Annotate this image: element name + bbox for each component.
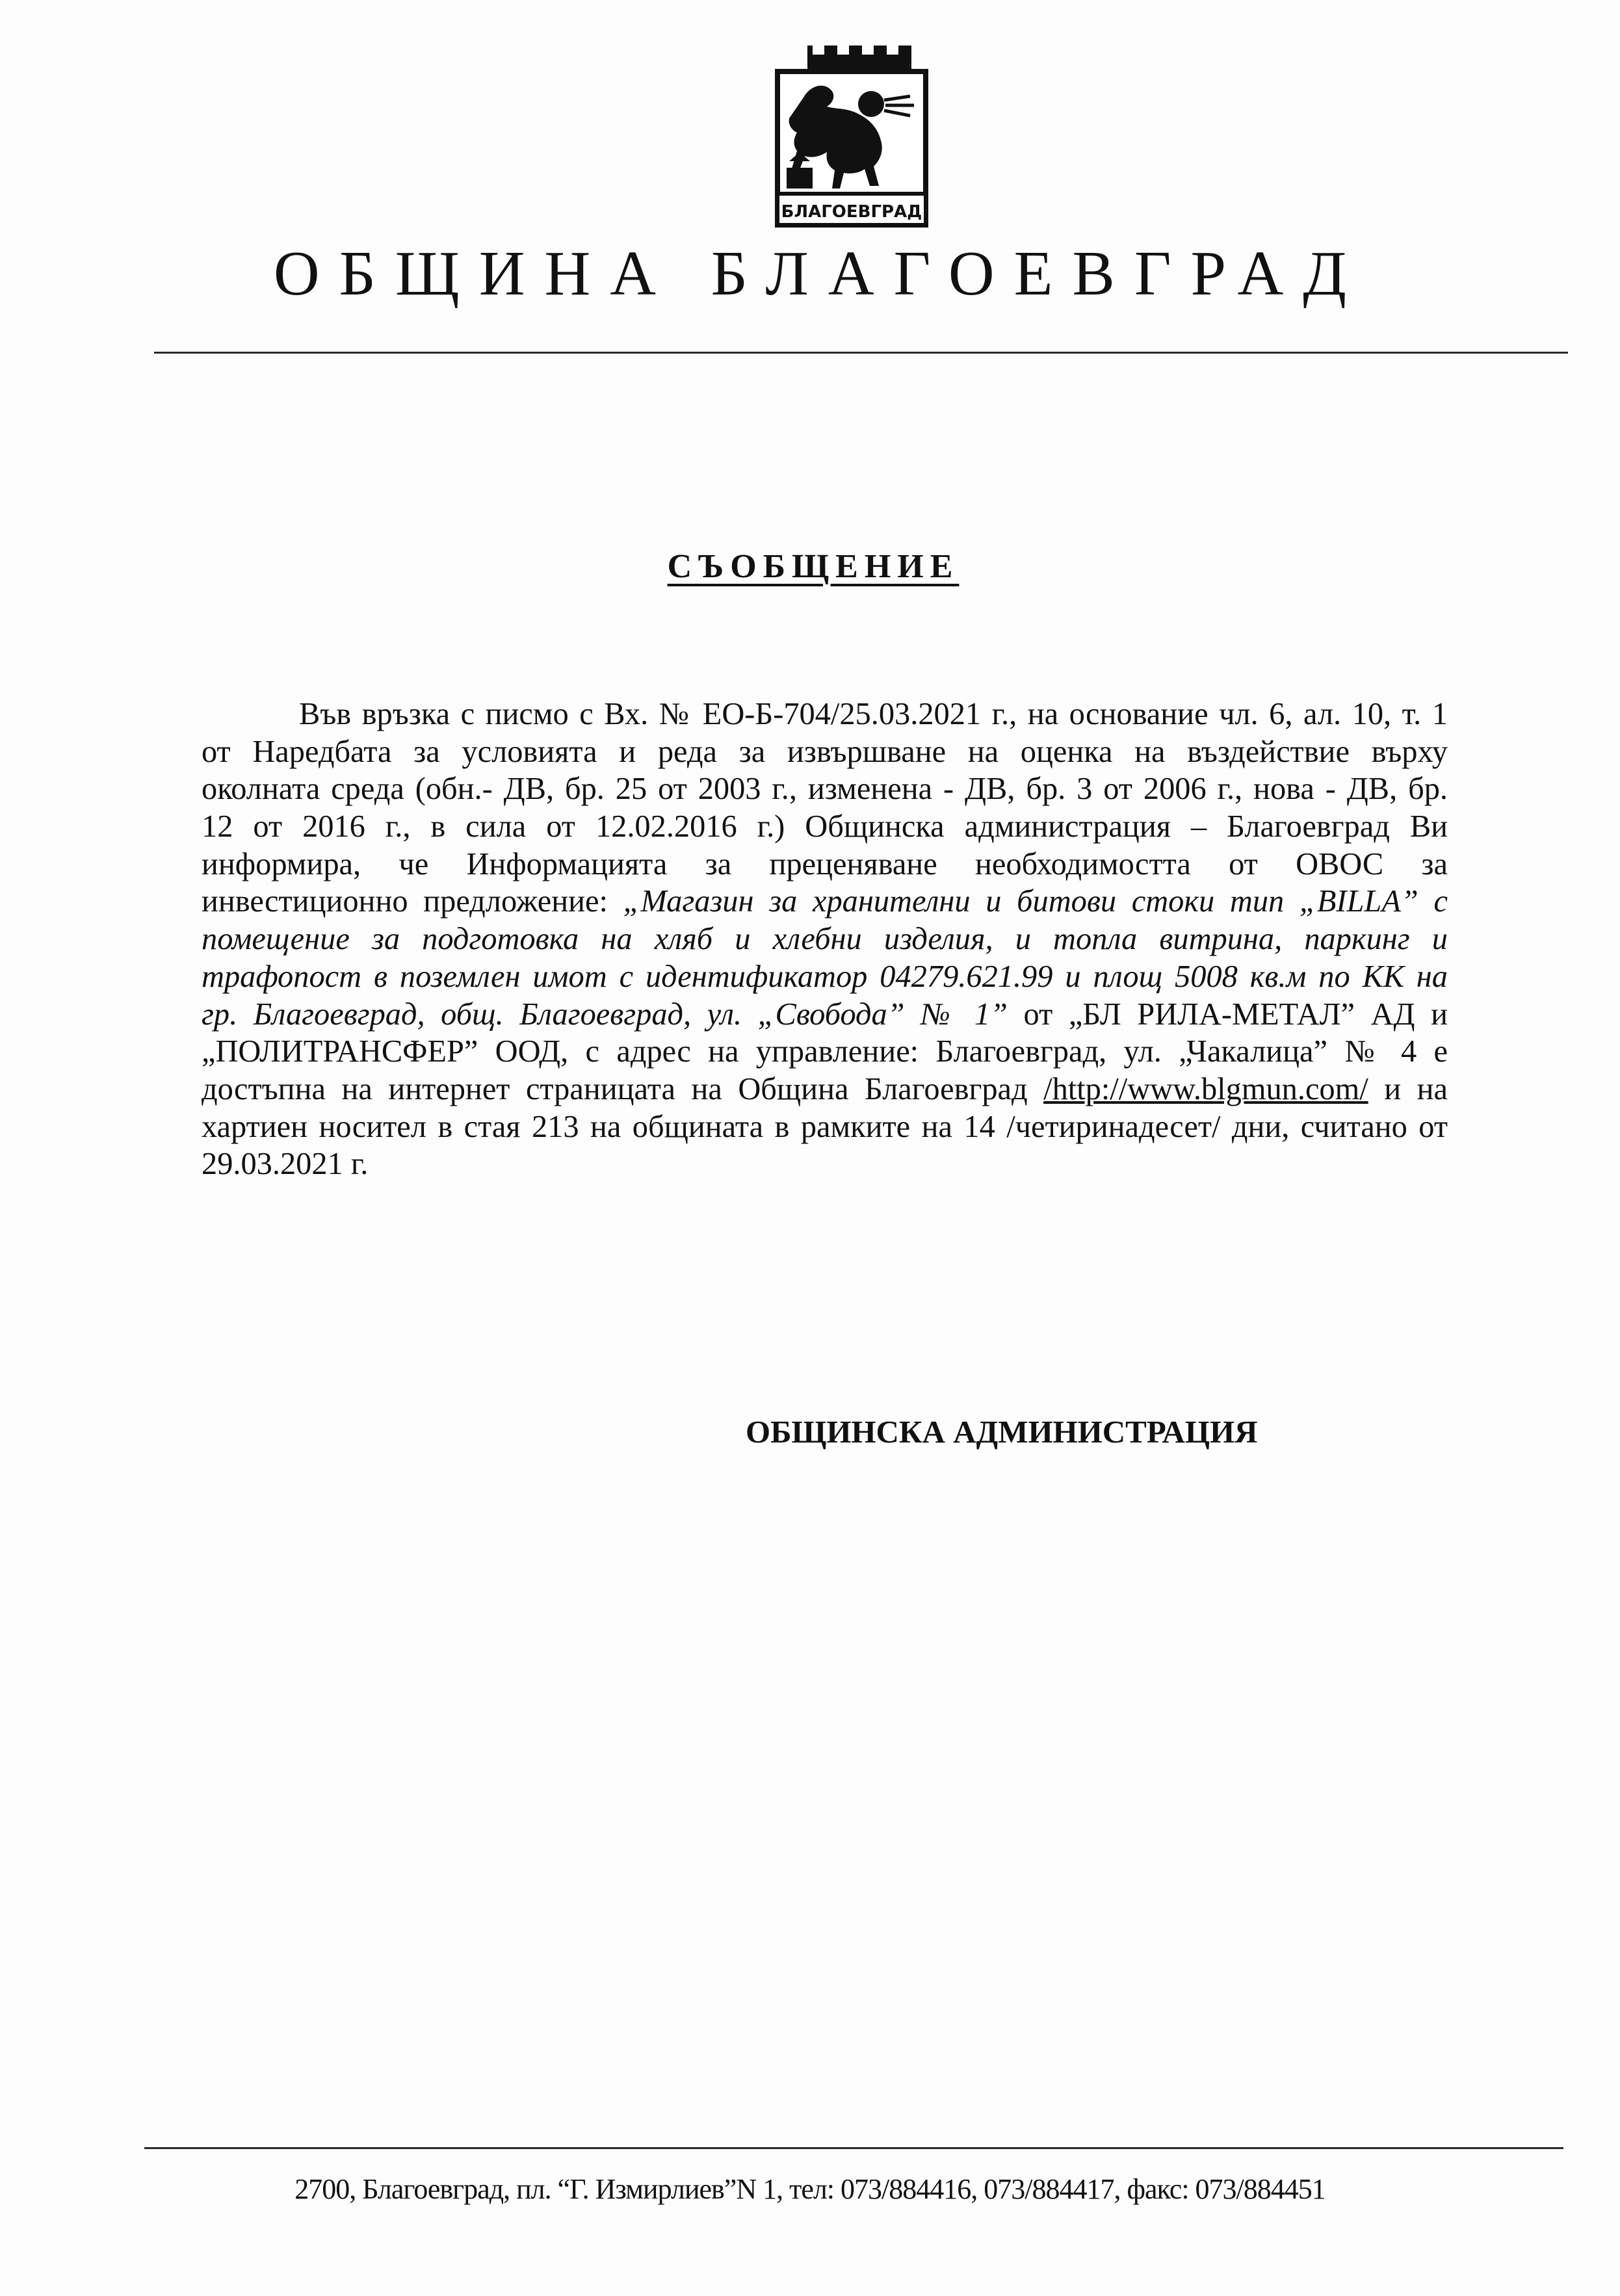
- project-title-line-2: помещение за подготовка на хляб и хлебни изделия, и топла витрина, паркинг и: [202, 922, 1448, 957]
- footer-address: 2700, Благоевград, пл. “Г. Измирлиев”N 1, тел: 073/884416, 073/884417, факс: 073/884451: [294, 2173, 1326, 2205]
- project-title-start: „Магазин за хранителни и битови стоки тип „BILLA” с: [623, 884, 1448, 919]
- notice-heading: [0, 550, 1620, 584]
- crest-label: БЛАГОЕВГРАД: [781, 202, 922, 222]
- body-line-7: [202, 920, 1448, 958]
- body-line-9-rest: от „БЛ РИЛА-МЕТАЛ” АД и: [1007, 997, 1448, 1032]
- signature-block: ОБЩИНСКА АДМИНИСТРАЦИЯ: [746, 1414, 1258, 1450]
- body-line-11-lead: достъпна на интернет страницата на Община Благоевград: [202, 1071, 1044, 1106]
- notice-heading-text: СЪОБЩЕНИЕ: [667, 548, 960, 585]
- notice-body: [202, 696, 1448, 1183]
- body-line-12: хартиен носител в стая 213 на общината в рамките на 14 /четиринадесет/ дни, считано от: [202, 1109, 1448, 1144]
- body-line-3: околната среда (обн.- ДВ, бр. 25 от 2003 г., изменена - ДВ, бр. 3 от 2006 г., нова - ДВ, бр.: [202, 772, 1448, 807]
- body-line-11-tail: и на: [1368, 1071, 1448, 1106]
- body-line-13: 29.03.2021 г.: [202, 1147, 369, 1182]
- body-line-5: информира, че Информацията за преценяване необходимостта от ОВОС за: [202, 846, 1448, 881]
- body-line-6-lead: инвестиционно предложение:: [202, 884, 623, 919]
- body-line-4: 12 от 2016 г., в сила от 12.02.2016 г.) Общинска администрация – Благоевград Ви: [202, 809, 1448, 844]
- body-line-10: „ПОЛИТРАНСФЕР” ООД, с адрес на управление: Благоевград, ул. „Чакалица” № 4 е: [202, 1034, 1448, 1069]
- body-line-6: [202, 883, 1448, 920]
- crest-sun: [858, 91, 884, 117]
- header-divider: [154, 352, 1568, 354]
- body-line-2: от Наредбата за условията и реда за извършване на оценка на въздействие върху: [202, 734, 1448, 769]
- crest-graphic: [774, 40, 930, 235]
- website-link[interactable]: /http://www.blgmun.com/: [1043, 1071, 1368, 1106]
- body-line-1: Във връзка с писмо с Вх. № ЕО-Б-704/25.03.2021 г., на основание чл. 6, ал. 10, т. 1: [299, 697, 1448, 731]
- body-line-11: [202, 1071, 1448, 1108]
- coat-of-arms-logo: [774, 40, 930, 235]
- body-line-8: [202, 958, 1448, 996]
- footer-divider: [144, 2147, 1563, 2149]
- municipality-title: ОБЩИНА БЛАГОЕВГРАД: [273, 239, 1366, 309]
- crest-crown: [800, 46, 911, 69]
- project-title-end: гр. Благоевград, общ. Благоевград, ул. „Свобода” № 1”: [202, 997, 1008, 1032]
- project-title-line-3: трафопост в поземлен имот с идентификатор 04279.621.99 и площ 5008 кв.м по КК на: [202, 959, 1448, 994]
- body-line-9: [202, 996, 1448, 1034]
